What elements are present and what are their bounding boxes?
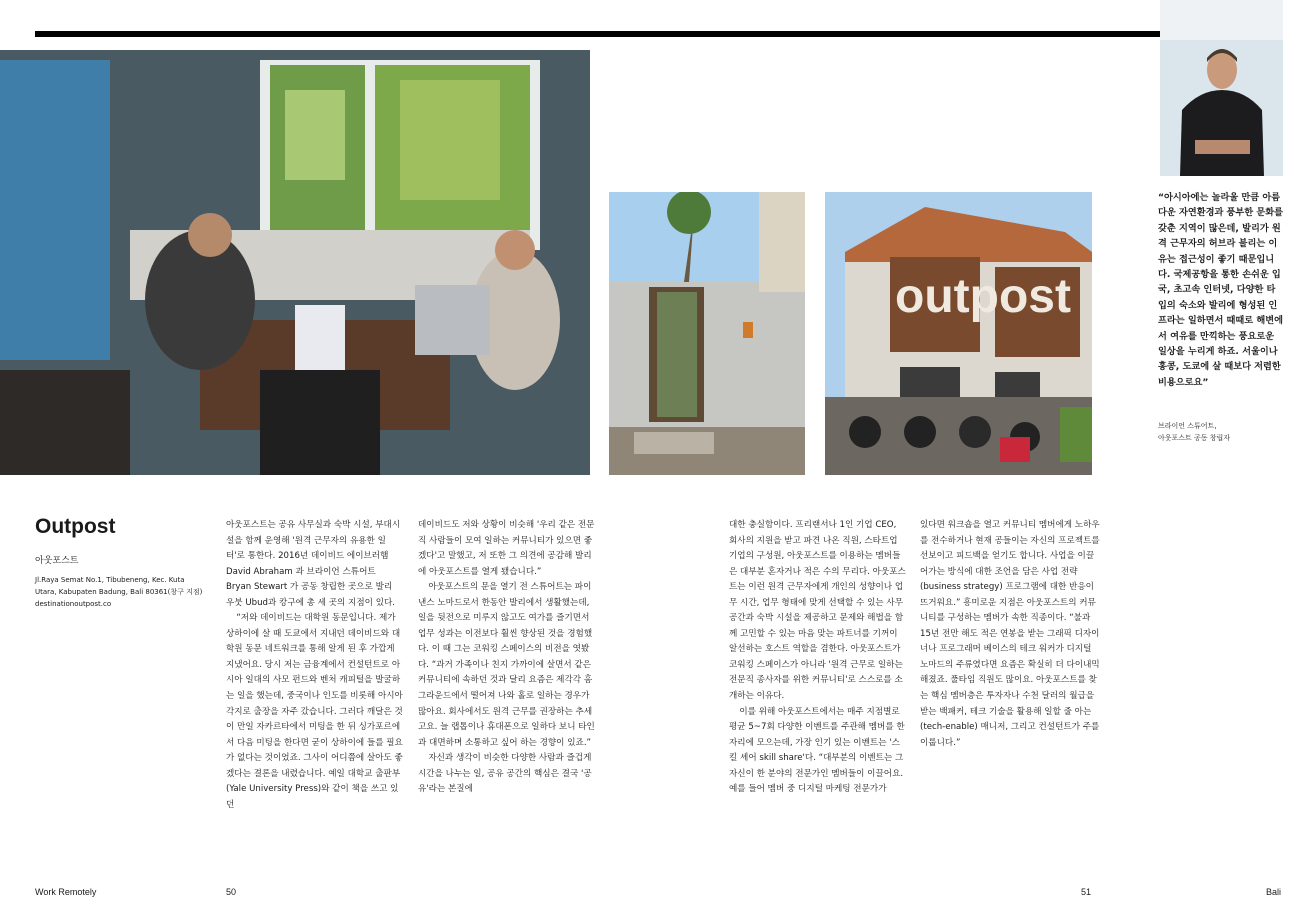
paragraph: “저와 데이비드는 대학원 동문입니다. 제가 상하이에 살 때 도쿄에서 지내던 데이비드와 대학원 동문 네트워크를 통해 알게 된 후 가깝게 지냈어요. 당시 저는 금융계에서 컨설턴트로 아시아 일대의 사모 펀드와 벤처 캐피털을 발굴하는 일을 했는데, 중국이나 인도를 비롯해 아시아 각지로 출장을 자주 갔습니다. 그러다 깨달은 것이 만일 자카르타에서 미팅을 한 뒤 싱가포르에서 다음 미팅을 한다면 굳이 상하이에 들를 필요가 없다는 것이었죠. 그사이 어디쯤에 살아도 좋겠다는 결론을 내렸습니다. 예일 대학교 출판부(Yale University Press)와 같이 책을 쓰고 있던 bbox=[226, 613, 403, 810]
pull-quote: “아시아에는 놀라울 만큼 아름다운 자연환경과 풍부한 문화를 갖춘 지역이 많은데, 발리가 원격 근무자의 허브라 불리는 이유는 접근성이 좋기 때문입니다. 국제공항을 통한 손쉬운 입국, 초고속 인터넷, 다양한 타입의 숙소와 발리에 형성된 인프라는 일하면서 때때로 해변에서 여유를 만끽하는 풍요로운 일상을 누리게 하죠. 서울이나 홍콩, 도쿄에 살 때보다 저렴한 비용으로요” bbox=[1158, 192, 1283, 388]
website-link[interactable]: destinationoutpost.co bbox=[35, 600, 112, 608]
page-number-right: 51 bbox=[1081, 887, 1092, 897]
footer-location-label: Bali bbox=[1266, 887, 1282, 897]
page-number-left: 50 bbox=[226, 887, 237, 897]
paragraph: 데이비드도 저와 상황이 비슷해 '우리 같은 전문직 사람들이 모여 일하는 커뮤니티가 있으면 좋겠다'고 말했고, 저 또한 그 의견에 공감해 발리에 아웃포스트를 열게 됐습니다.” bbox=[418, 520, 595, 577]
paragraph: 아웃포스트의 문을 열기 전 스튜어트는 파이낸스 노마드로서 한동안 발리에서 생활했는데, 일을 뒷전으로 미루지 않고도 여가를 즐기면서 업무 성과는 이전보다 훨씬 향상된 것을 경험했다. 이 때 그는 코워킹 스페이스의 비전을 엿봤다. “과거 가족이나 친지 가까이에 살면서 같은 커뮤니티에 속하던 것과 달리 요즘은 제각각 홈그라운드에서 떨어져 나와 홀로 일하는 경우가 많아요. 회사에서도 원격 근무를 권장하는 추세고요. 늘 랩톱이나 휴대폰으로 일하다 보니 타인과 대면하며 소통하고 싶어 하는 경향이 있죠.” bbox=[418, 582, 595, 748]
article-subtitle: 아웃포스트 bbox=[35, 556, 79, 566]
paragraph: 대한 충실함이다. 프리랜서나 1인 기업 CEO, 회사의 지원을 받고 파견 나온 직원, 스타트업 기업의 구성원, 아웃포스트를 이용하는 멤버들은 대부분 혼자거나 적은 수의 무리다. 아웃포스트는 이런 원격 근무자에게 개인의 성향이나 업무 시간, 업무 형태에 맞게 선택할 수 있는 사무 공간과 숙박 시설을 제공하고 문제와 해법을 함께 고민할 수 있는 마음 맞는 파트너를 기꺼이 알선하는 호스트 역할을 겸한다. 아웃포스트가 코워킹 스페이스가 아니라 '원격 근무로 일하는 전문직 종사자를 위한 커뮤니티'로 스스로를 소개하는 이유다. bbox=[729, 520, 906, 702]
top-rule bbox=[35, 31, 1160, 37]
address-line: Jl.Raya Semat No.1, Tibubeneng, Kec. Kuta bbox=[35, 576, 185, 584]
venue-address bbox=[35, 574, 210, 610]
paragraph: 아웃포스트는 공유 사무실과 숙박 시설, 부대시설을 함께 운영해 '원격 근무자의 유용한 일터'로 통한다. 2016년 데이비드 에이브러햄 David Abraham 과 브라이언 스튜어트 Bryan Stewart 가 공동 창립한 곳으로 발리 우붓 Ubud과 캉구에 총 세 곳의 지점이 있다. bbox=[226, 520, 401, 608]
footer-section-label: Work Remotely bbox=[35, 887, 97, 897]
building-sign-text: outpost bbox=[895, 270, 1071, 323]
paragraph: 있다면 워크숍을 열고 커뮤니티 멤버에게 노하우를 전수하거나 현재 공들이는 자신의 프로젝트를 선보이고 피드백을 얻기도 합니다. 사업을 이끌어가는 방식에 대한 조언을 담은 사업 전략(business strategy) 프로그램에 대한 반응이 뜨거워요.” 흥미로운 지점은 아웃포스트의 커뮤니티를 구성하는 멤버가 속한 직종이다. “불과 15년 전만 해도 적은 연봉을 받는 그래픽 디자이너나 프로그래머 베이스의 테크 워커가 디지털 노마드의 주류였다면 요즘은 확실히 더 다이내믹해졌죠. 풀타임 직원도 많이요. 아웃포스트를 찾는 핵심 멤버층은 투자자나 수천 달러의 월급을 받는 백패커, 테크 기술을 활용해 일할 줄 아는(tech-enable) 매니저, 그리고 컨설턴트가 주를 이룹니다.” bbox=[920, 520, 1100, 748]
body-column-3 bbox=[729, 518, 907, 798]
office-photo bbox=[0, 50, 590, 475]
portrait-photo bbox=[1160, 0, 1283, 176]
building-photo bbox=[825, 192, 1092, 475]
paragraph: 자신과 생각이 비슷한 다양한 사람과 즐겁게 시간을 나누는 일, 공유 공간의 핵심은 결국 '공유'라는 본질에 bbox=[418, 753, 592, 795]
gate-photo bbox=[609, 192, 805, 475]
quote-attribution bbox=[1158, 420, 1284, 444]
article-title: Outpost bbox=[35, 515, 116, 538]
attribution-role: 아웃포스트 공동 창립자 bbox=[1158, 434, 1231, 442]
paragraph: 이를 위해 아웃포스트에서는 매주 지점별로 평균 5~7회 다양한 이벤트를 주관해 멤버를 한자리에 모으는데, 가장 인기 있는 이벤트는 '스킬 셰어 skill share'다. “대부분의 이벤트는 그 자신이 한 분야의 전문가인 멤버들이 이끌어요. 예를 들어 멤버 중 디지털 마케팅 전문가가 bbox=[729, 706, 905, 795]
body-column-2 bbox=[418, 518, 596, 798]
address-line: Utara, Kabupaten Badung, Bali 80361(창구 지점) bbox=[35, 588, 203, 596]
attribution-name: 브라이언 스튜어트, bbox=[1158, 422, 1217, 430]
body-column-4 bbox=[920, 518, 1100, 751]
body-column-1 bbox=[226, 518, 403, 813]
